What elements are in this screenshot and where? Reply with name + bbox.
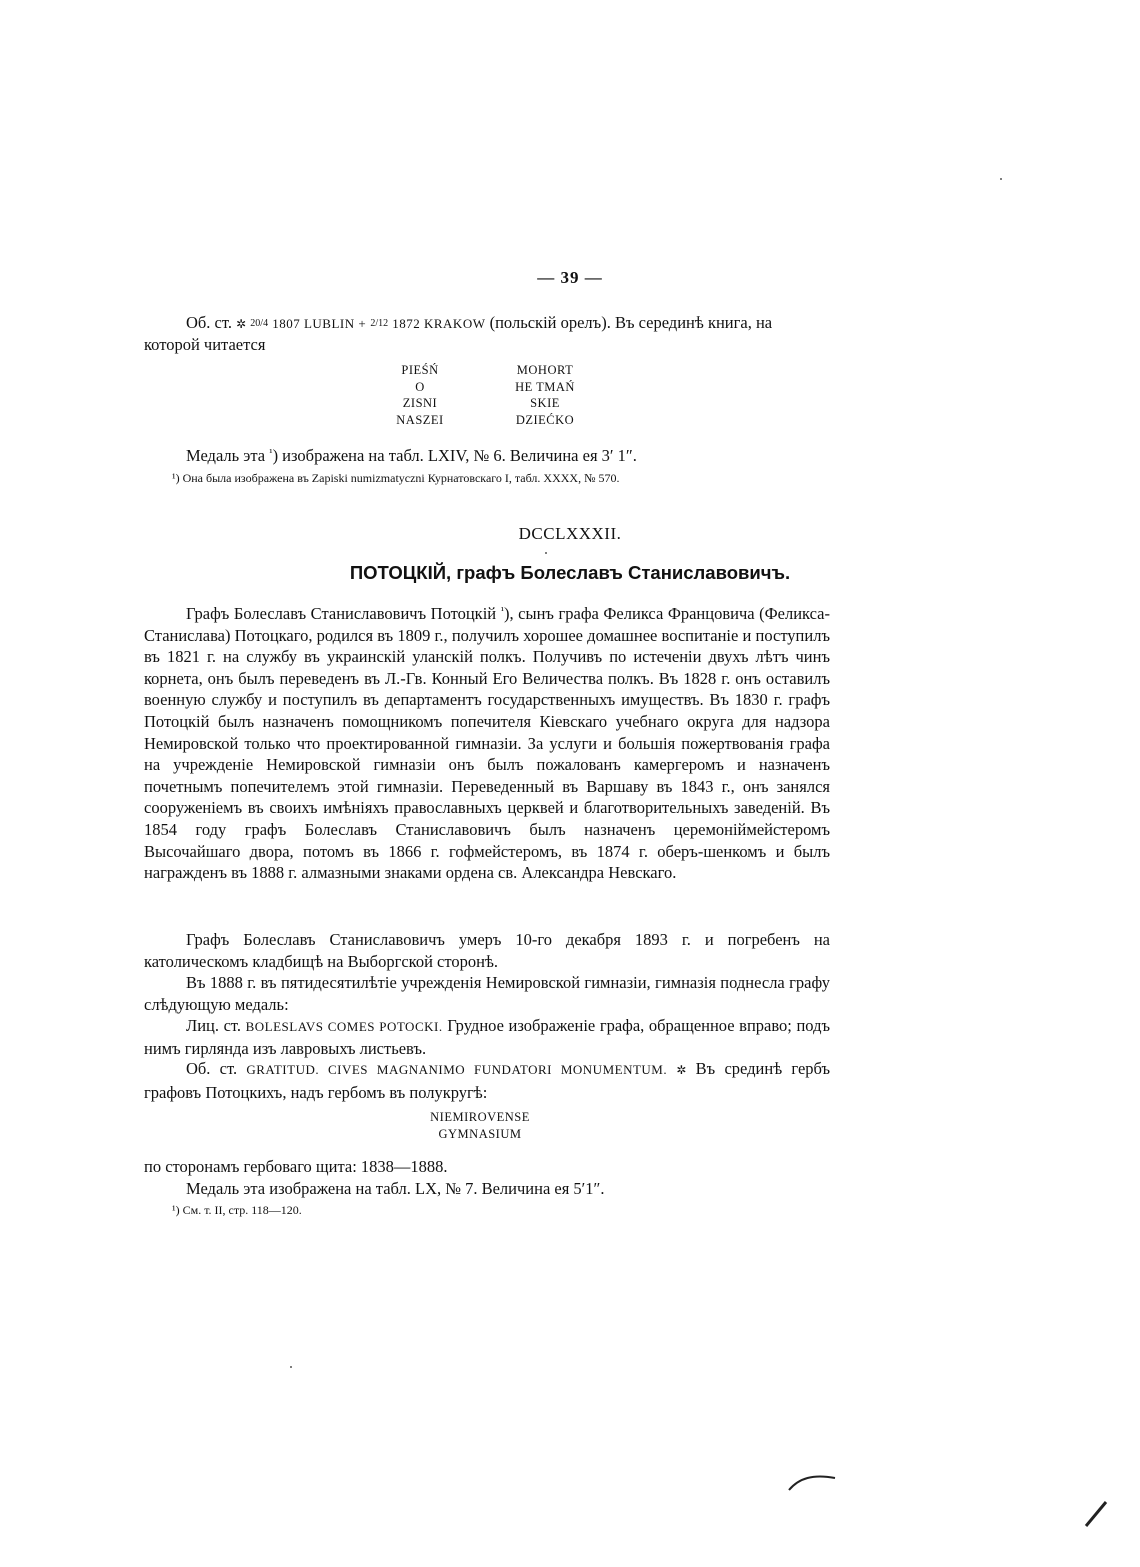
scan-speck bbox=[1000, 178, 1002, 180]
coat-inscription-line: GYMNASIUM bbox=[438, 1127, 522, 1141]
footnote-1: ¹) Она была изображена въ Zapiski numizmatyczni Курнатовскаго I, табл. XXXX, № 570. bbox=[172, 471, 620, 485]
coat-inscription bbox=[380, 1109, 580, 1143]
page-number: — 39 — bbox=[537, 268, 603, 287]
inscription-line: DZIEĆKO bbox=[515, 412, 575, 427]
biography-paragraph-2: Графъ Болеславъ Станиславовичъ умеръ 10-го декабря 1893 г. и погребенъ на католическомъ кладбищѣ на Выборгской сторонѣ. bbox=[144, 930, 830, 971]
section-numeral: DCCLXXXII. bbox=[518, 524, 622, 543]
obverse-legend: BOLESLAVS COMES POTOCKI. bbox=[245, 1019, 443, 1034]
inscription-line: SKIE bbox=[530, 396, 560, 410]
star-icon: ✲ bbox=[676, 1063, 687, 1077]
medal2-reverse: Об. ст. GRATITUD. CIVES MAGNANIMO FUNDATORI MONUMENTUM. ✲ Въ срединѣ гербъ графовъ Потоцкихъ, надъ гербомъ въ полукругѣ: bbox=[144, 1059, 831, 1102]
biography-paragraph-3: Въ 1888 г. въ пятидесятилѣтіе учрежденія Немировской гимназіи, гимназія поднесла графу слѣдующую медаль: bbox=[144, 973, 830, 1014]
inscription-left-column bbox=[380, 362, 460, 428]
scan-speck bbox=[545, 552, 547, 554]
date-krakow: 1872 KRAKOW bbox=[392, 316, 486, 331]
inscription-line: MOHORT bbox=[516, 363, 574, 377]
pen-mark-decoration bbox=[785, 1470, 845, 1494]
inscription-line: HE TMAŃ bbox=[515, 379, 575, 394]
biography-paragraph-1: Графъ Болеславъ Станиславовичъ Потоцкій $^{^1}$), сынъ графа Феликса Францовича (Феликса-Станислава) Потоцкаго, родился въ 1809 г., получилъ хорошее домашнее воспитаніе и поступилъ въ 1821 г. на службу въ украинскій уланскій полкъ. Получивъ по истеченіи двухъ лѣтъ чинъ корнета, онъ былъ переведенъ въ Л.-Гв. Конный Его Величества полкъ. Въ 1828 г. онъ оставилъ военную службу и поступилъ въ департаментъ государственныхъ имуществъ. Въ 1830 г. графъ Потоцкій былъ назначенъ помощникомъ попечителя Кіевскаго учебнаго округа для надзора Немировской только что проектированной гимназіи. За услуги и большія пожертвованія графа на учрежденіе Немировской гимназіи онъ былъ пожалованъ камергеромъ и назначенъ почетнымъ попечителемъ этой гимназіи. Переведенный въ Варшаву въ 1843 г., онъ занялся сооруженіемъ въ своихъ имѣніяхъ православныхъ церквей и благотворительныхъ заведеній. Въ 1854 году графъ Болеславъ Станиславовичъ былъ назначенъ церемоніймейстеромъ Высочайшаго двора, потомъ въ 1866 г. гофмейстеромъ, въ 1874 г. оберъ-шенкомъ и былъ награжденъ въ 1888 г. алмазными знаками ордена св. Александра Невскаго. bbox=[144, 604, 831, 883]
scan-speck bbox=[290, 1366, 292, 1368]
inscription-line: NASZEI bbox=[396, 412, 444, 427]
medal2-sides: по сторонамъ гербоваго щита: 1838—1888. bbox=[144, 1157, 448, 1176]
star-icon: ✲ bbox=[236, 317, 247, 331]
footnote-marker: ¹ bbox=[500, 605, 504, 617]
coat-inscription-line: NIEMIROVENSE bbox=[430, 1110, 530, 1124]
fraction-1: 20/4 bbox=[250, 318, 269, 329]
section-heading: ПОТОЦКІЙ, графъ Болеславъ Станиславовичъ. bbox=[349, 562, 791, 583]
medal1-description bbox=[144, 312, 830, 336]
inscription-right-column bbox=[500, 362, 590, 428]
medal1-size: Медаль эта $^{^1}$) изображена на табл. LXIV, № 6. Величина ея 3′ 1″. bbox=[186, 446, 637, 465]
inscription-line: ZISNI bbox=[402, 396, 438, 410]
footnote-marker: ¹ bbox=[269, 447, 273, 459]
pen-mark-decoration bbox=[1082, 1496, 1112, 1530]
medal1-description-line2: которой читается bbox=[144, 335, 266, 354]
medal2-size: Медаль эта изображена на табл. LX, № 7. Величина ея 5′1″. bbox=[186, 1179, 605, 1198]
medal2-obverse: Лиц. ст. BOLESLAVS COMES POTOCKI. Грудное изображеніе графа, обращенное вправо; подъ нимъ гирлянда изъ лавровыхъ листьевъ. bbox=[144, 1016, 830, 1058]
fraction-2: 2/12 bbox=[370, 318, 389, 329]
date-lublin: 1807 LUBLIN + bbox=[272, 316, 367, 331]
reverse-legend: GRATITUD. CIVES MAGNANIMO FUNDATORI MONUMENTUM. bbox=[246, 1062, 668, 1077]
footnote-2: ¹) См. т. II, стр. 118—120. bbox=[172, 1203, 302, 1217]
inscription-line: PIEŚŃ bbox=[401, 363, 439, 377]
inscription-line: O bbox=[415, 379, 425, 394]
medal1-description-text: (польскій орелъ). Въ серединѣ книга, на bbox=[489, 313, 773, 332]
obverse-label: Об. ст. bbox=[186, 313, 232, 332]
